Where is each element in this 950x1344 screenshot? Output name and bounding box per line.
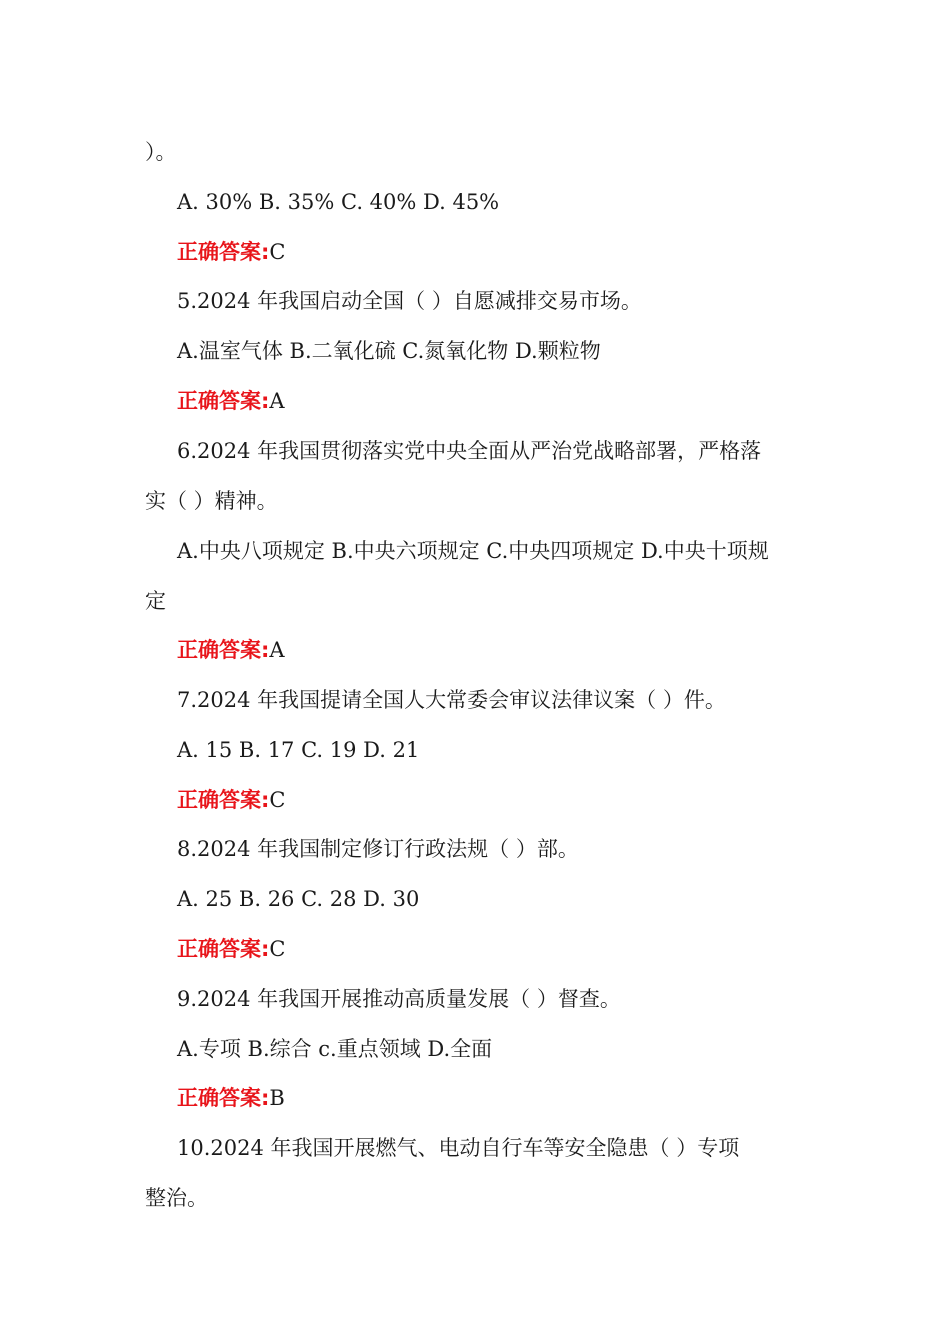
question-9-answer	[177, 1083, 817, 1113]
answer-value: A	[269, 638, 285, 662]
question-6-stem: 6.2024 年我国贯彻落实党中央全面从严治党战略部署，严格落	[177, 439, 762, 463]
answer-value: B	[269, 1086, 285, 1110]
question-9-stem: 9.2024 年我国开展推动高质量发展（ ）督查。	[177, 987, 621, 1011]
question-5-options: A.温室气体 B.二氧化硫 C.氮氧化物 D.颗粒物	[177, 339, 601, 363]
question-10-stem-cont: 整治。	[145, 1186, 208, 1210]
answer-label: 正确答案:	[177, 638, 270, 662]
answer-label: 正确答案:	[177, 788, 270, 812]
question-8-stem: 8.2024 年我国制定修订行政法规（ ）部。	[177, 837, 579, 861]
question-4-answer	[177, 237, 817, 267]
question-10-stem: 10.2024 年我国开展燃气、电动自行车等安全隐患（ ）专项	[177, 1136, 740, 1160]
answer-label: 正确答案:	[177, 937, 270, 961]
question-7-answer	[177, 785, 817, 815]
question-4-options: A. 30% B. 35% C. 40% D. 45%	[177, 190, 500, 214]
question-6-answer	[177, 635, 817, 665]
question-6-stem-cont: 实（ ）精神。	[145, 489, 278, 513]
question-5-stem: 5.2024 年我国启动全国（ ）自愿减排交易市场。	[177, 289, 642, 313]
question-8-answer	[177, 934, 817, 964]
answer-value: C	[269, 240, 286, 264]
answer-label: 正确答案:	[177, 240, 270, 264]
question-8-options: A. 25 B. 26 C. 28 D. 30	[177, 887, 420, 911]
answer-value: A	[269, 389, 285, 413]
question-7-options: A. 15 B. 17 C. 19 D. 21	[177, 738, 420, 762]
question-6-options: A.中央八项规定 B.中央六项规定 C.中央四项规定 D.中央十项规	[177, 539, 769, 563]
question-4-stem-end: ）。	[145, 140, 177, 164]
question-5-answer	[177, 386, 817, 416]
answer-label: 正确答案:	[177, 1086, 270, 1110]
answer-value: C	[269, 937, 286, 961]
question-7-stem: 7.2024 年我国提请全国人大常委会审议法律议案（ ）件。	[177, 688, 726, 712]
question-6-options-cont: 定	[145, 589, 166, 613]
answer-value: C	[269, 788, 286, 812]
question-9-options: A.专项 B.综合 c.重点领域 D.全面	[177, 1037, 493, 1061]
answer-label: 正确答案:	[177, 389, 270, 413]
